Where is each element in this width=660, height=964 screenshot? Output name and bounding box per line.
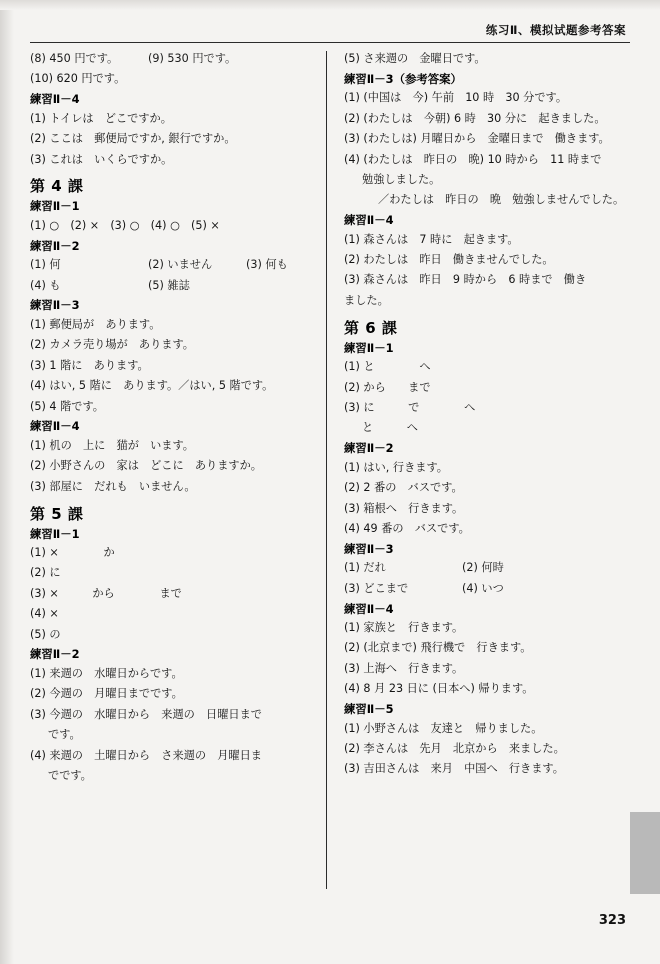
- lesson-heading: 第 5 課: [30, 504, 84, 523]
- answer-line: (1) トイレは どこですか。: [30, 111, 172, 125]
- answer-row: [30, 278, 312, 294]
- answer-line: (3) これは いくらですか。: [30, 152, 173, 166]
- answer-line: (1) 机の 上に 猫が います。: [30, 438, 194, 452]
- answer-line: 勉強しました。: [362, 172, 441, 186]
- answer-row: [30, 257, 312, 273]
- exercise-heading: 練習Ⅱ－5: [344, 702, 394, 717]
- answer-item: (4) いつ: [462, 581, 504, 595]
- two-column-body: [30, 51, 630, 889]
- right-column: [326, 51, 626, 889]
- answer-line: (3) × から まで: [30, 586, 182, 600]
- page-number: 323: [598, 913, 626, 928]
- answer-row: [30, 51, 312, 67]
- answer-line: (1) 郵便局が あります。: [30, 317, 161, 331]
- lesson-heading: 第 4 課: [30, 177, 84, 196]
- answer-line: (2) に: [30, 566, 61, 580]
- answer-line: (2) カメラ売り場が あります。: [30, 338, 194, 352]
- answer-line: (3) 箱根へ 行きます。: [344, 501, 464, 515]
- answer-line: でです。: [48, 768, 92, 782]
- answer-line: (2) (わたしは 今朝) 6 時 30 分に 起きました。: [344, 111, 606, 125]
- answer-line: (3) 吉田さんは 来月 中国へ 行きます。: [344, 762, 564, 776]
- exercise-heading: 練習Ⅱ－2: [30, 647, 80, 662]
- answer-line: (1) ○ (2) × (3) ○ (4) ○ (5) ×: [30, 218, 220, 232]
- exercise-heading: 練習Ⅱ－1: [30, 199, 80, 214]
- answer-line: (4) 8 月 23 日に (日本へ) 帰ります。: [344, 682, 534, 696]
- answer-line: (1) と へ: [344, 360, 431, 374]
- answer-item: (1) 何: [30, 258, 61, 272]
- thumb-index-tab: [630, 812, 660, 894]
- page-header: 练习Ⅱ、模拟试题参考答案: [485, 23, 626, 37]
- header-rule: [30, 42, 630, 43]
- answer-line: (1) はい, 行きます。: [344, 460, 448, 474]
- exercise-heading: 練習Ⅱ－4: [344, 213, 394, 228]
- exercise-heading: 練習Ⅱ－2: [30, 238, 80, 253]
- answer-line: (3) 1 階に あります。: [30, 358, 149, 372]
- answer-row: [344, 581, 626, 597]
- answer-line: (5) の: [30, 627, 61, 641]
- page-top-shadow: [0, 0, 660, 10]
- answer-line: (3) (わたしは) 月曜日から 金曜日まで 働きます。: [344, 132, 610, 146]
- answer-line: (1) (中国は 今) 午前 10 時 30 分です。: [344, 91, 568, 105]
- answer-line: (4) はい, 5 階に あります。／はい, 5 階です。: [30, 379, 274, 393]
- answer-item: (3) 何も: [246, 258, 288, 272]
- answer-row: [344, 560, 626, 576]
- left-column: [30, 51, 326, 889]
- answer-line: (4) (わたしは 昨日の 晩) 10 時から 11 時まで: [344, 152, 602, 166]
- answer-item: (4) も: [30, 278, 61, 292]
- answer-line: (1) × か: [30, 545, 115, 559]
- exercise-heading: 練習Ⅱ－4: [344, 601, 394, 616]
- exercise-heading: 練習Ⅱ－2: [344, 441, 394, 456]
- page-content: [30, 22, 630, 942]
- answer-line: と へ: [362, 421, 418, 435]
- answer-line: (2) 李さんは 先月 北京から 来ました。: [344, 741, 565, 755]
- answer-line: (3) 森さんは 昨日 9 時から 6 時まで 働き: [344, 273, 587, 287]
- answer-line: ／わたしは 昨日の 晩 勉強しませんでした。: [378, 193, 625, 207]
- answer-line: です。: [48, 728, 81, 742]
- answer-item: (5) 雑誌: [148, 278, 190, 292]
- answer-line: (3) 上海へ 行きます。: [344, 661, 464, 675]
- answer-line: (3) 今週の 水曜日から 来週の 日曜日まで: [30, 707, 262, 721]
- column-divider: [326, 51, 327, 889]
- exercise-heading: 練習Ⅱ－4: [30, 419, 80, 434]
- answer-line: ました。: [344, 293, 389, 307]
- answer-line: (2) 今週の 月曜日までです。: [30, 687, 183, 701]
- answer-line: (4) 49 番の バスです。: [344, 521, 470, 535]
- exercise-heading: 練習Ⅱ－4: [30, 92, 80, 107]
- answer-line: (1) 森さんは 7 時に 起きます。: [344, 232, 519, 246]
- answer-item: (1) だれ: [344, 561, 386, 575]
- answer-line: (1) 小野さんは 友達と 帰りました。: [344, 721, 543, 735]
- answer-line: (5) 4 階です。: [30, 399, 104, 413]
- answer-line: (3) に で へ: [344, 401, 476, 414]
- exercise-heading: 練習Ⅱ－3（参考答案）: [344, 71, 462, 86]
- page-left-shadow: [0, 0, 14, 964]
- answer-line: (10) 620 円です。: [30, 72, 126, 86]
- answer-item: (2) 何時: [462, 561, 504, 575]
- answer-item: (3) どこまで: [344, 581, 409, 595]
- answer-line: (4) 来週の 土曜日から さ来週の 月曜日ま: [30, 748, 262, 762]
- answer-line: (2) 2 番の バスです。: [344, 481, 463, 495]
- answer-line: (2) 小野さんの 家は どこに ありますか。: [30, 459, 262, 473]
- lesson-heading: 第 6 課: [344, 318, 398, 337]
- answer-item: (9) 530 円です。: [148, 52, 237, 65]
- answer-item: (2) いません: [148, 258, 213, 272]
- answer-line: (1) 家族と 行きます。: [344, 620, 464, 634]
- answer-item: (8) 450 円です。: [30, 52, 119, 65]
- answer-line: (1) 来週の 水曜日からです。: [30, 666, 183, 680]
- exercise-heading: 練習Ⅱ－3: [344, 541, 394, 556]
- answer-line: (2) から まで: [344, 380, 431, 394]
- exercise-heading: 練習Ⅱ－1: [344, 340, 394, 355]
- exercise-heading: 練習Ⅱ－1: [30, 526, 80, 541]
- answer-line: (4) ×: [30, 607, 59, 621]
- answer-line: (2) わたしは 昨日 働きませんでした。: [344, 253, 554, 267]
- answer-line: (5) さ来週の 金曜日です。: [344, 52, 486, 65]
- answer-line: (2) (北京まで) 飛行機で 行きます。: [344, 641, 532, 655]
- answer-line: (2) ここは 郵便局ですか, 銀行ですか。: [30, 132, 236, 146]
- answer-line: (3) 部屋に だれも いません。: [30, 479, 196, 493]
- exercise-heading: 練習Ⅱ－3: [30, 298, 80, 313]
